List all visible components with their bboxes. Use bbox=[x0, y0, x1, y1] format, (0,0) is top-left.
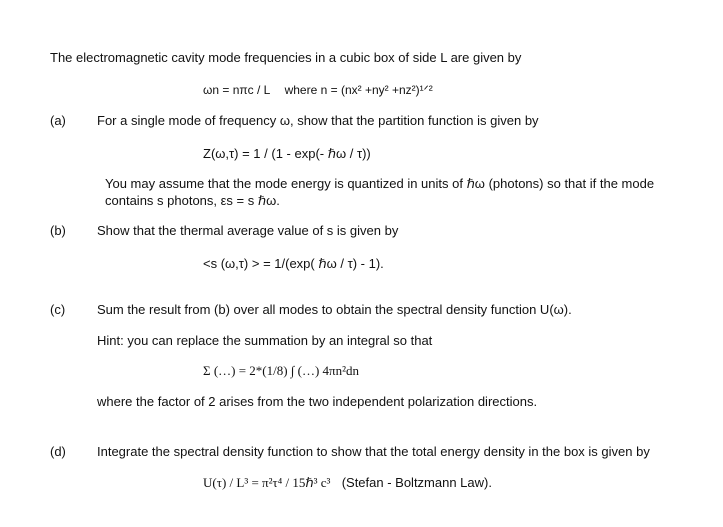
part-c-label: (c) bbox=[50, 302, 66, 317]
part-b-text: Show that the thermal average value of s is given by bbox=[97, 223, 399, 238]
part-a-formula: Z(ω,τ) = 1 / (1 - exp(- ℏω / τ)) bbox=[203, 146, 371, 161]
part-a-text: For a single mode of frequency ω, show that the partition function is given by bbox=[97, 113, 539, 128]
mode-number-formula: where n = (nx² +ny² +nz²)¹ᐟ² bbox=[284, 83, 433, 97]
part-c-note: where the factor of 2 arises from the two independent polarization directions. bbox=[97, 394, 538, 409]
part-a-note-line1: You may assume that the mode energy is quantized in units of ℏω (photons) so that if the mode bbox=[105, 176, 655, 191]
frequency-formula: ωn = nπc / L bbox=[203, 83, 270, 97]
stefan-boltzmann-formula: U(τ) / L³ = π²τ⁴ / 15ℏ³ c³ bbox=[203, 475, 331, 490]
intro-text: The electromagnetic cavity mode frequencies in a cubic box of side L are given by bbox=[50, 50, 522, 65]
part-d-formula-line bbox=[203, 475, 492, 491]
part-a-note-line2: contains s photons, εs = s ℏω. bbox=[105, 193, 280, 208]
part-c-hint: Hint: you can replace the summation by an integral so that bbox=[97, 333, 433, 348]
part-a-label: (a) bbox=[50, 113, 66, 128]
part-c-text: Sum the result from (b) over all modes to obtain the spectral density function U(ω). bbox=[97, 302, 572, 317]
part-c-formula: Σ (…) = 2*(1/8) ∫ (…) 4πn²dn bbox=[203, 363, 360, 378]
part-d-text: Integrate the spectral density function to show that the total energy density in the box is given by bbox=[97, 444, 650, 459]
part-b-formula: <s (ω,τ) > = 1/(exp( ℏω / τ) - 1). bbox=[203, 256, 384, 271]
stefan-boltzmann-label: (Stefan - Boltzmann Law). bbox=[341, 475, 492, 490]
intro-formula bbox=[203, 82, 433, 98]
part-d-label: (d) bbox=[50, 444, 66, 459]
part-b-label: (b) bbox=[50, 223, 66, 238]
